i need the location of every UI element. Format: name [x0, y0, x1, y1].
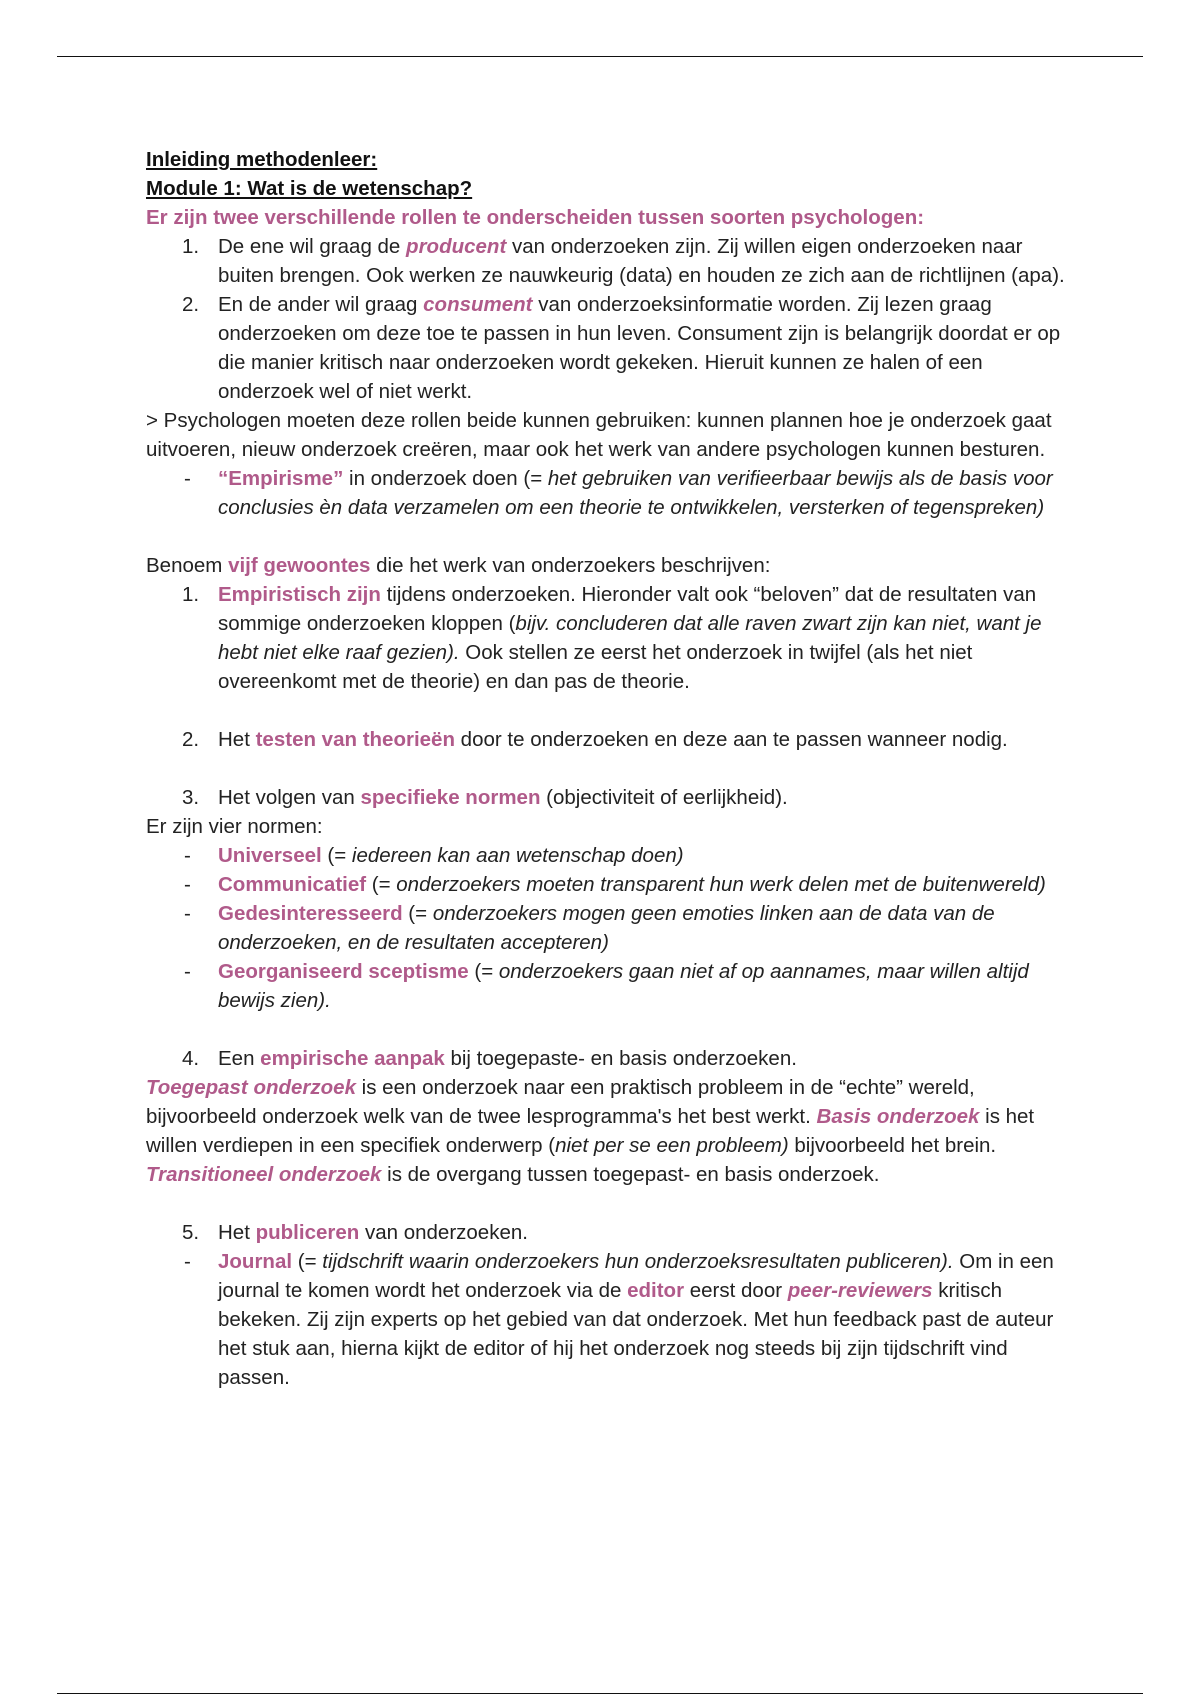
- journal-definition: tijdschrift waarin onderzoekers hun onderzoeksresultaten publiceren).: [322, 1250, 954, 1273]
- norms-intro: Er zijn vier normen:: [146, 815, 323, 838]
- term-journal: Journal: [218, 1250, 293, 1273]
- term-georganiseerd-sceptisme: Georganiseerd sceptisme: [218, 960, 469, 983]
- bullet-dash: -: [184, 467, 191, 490]
- term-communicatief: Communicatief: [218, 873, 367, 896]
- term-gedesinteresseerd: Gedesinteresseerd: [218, 902, 403, 925]
- list-number: 1.: [182, 235, 200, 258]
- bullet-dash: -: [184, 1250, 191, 1273]
- norm-definition: onderzoekers gaan niet af op aannames, maar willen altijd bewijs zien).: [218, 960, 1029, 1012]
- habit-1: 1. Empiristisch zijn tijdens onderzoeken. Hieronder valt ook “beloven” dat de resultaten van sommige onderzoeken kloppen (bijv. concluderen dat alle raven zwart zijn kan niet, want je hebt niet elke raaf gezien). Ook stellen ze eerst het onderzoek in twijfel (als het niet overeenkomt met de theorie) en dan pas de theorie.: [146, 580, 1066, 696]
- list-number: 3.: [182, 786, 200, 809]
- term-producent: producent: [406, 235, 507, 258]
- term-vijf-gewoontes: vijf gewoontes: [228, 554, 371, 577]
- term-empirisme: “Empirisme”: [218, 467, 344, 490]
- empirisme-bullet: - “Empirisme” in onderzoek doen (= het gebruiken van verifieerbaar bewijs als de basis voor conclusies èn data verzamelen om een theorie te ontwikkelen, versterken of tegenspreken): [146, 464, 1066, 522]
- term-peer-reviewers: peer-reviewers: [787, 1279, 933, 1302]
- norm-definition: onderzoekers moeten transparent hun werk delen met de buitenwereld): [396, 873, 1046, 896]
- habit-4: 4. Een empirische aanpak bij toegepaste- en basis onderzoeken.: [146, 1044, 1066, 1073]
- term-transitioneel-onderzoek: Transitioneel onderzoek: [146, 1163, 382, 1186]
- term-basis-onderzoek: Basis onderzoek: [816, 1105, 980, 1128]
- roles-heading: Er zijn twee verschillende rollen te onderscheiden tussen soorten psychologen:: [146, 206, 925, 229]
- empirisme-definition: het gebruiken van verifieerbaar bewijs als de basis voor conclusies èn data verzamelen om een theorie te ontwikkelen, versterken of tegenspreken): [218, 467, 1053, 519]
- habit-3: 3. Het volgen van specifieke normen (objectiviteit of eerlijkheid).: [146, 783, 1066, 812]
- habit-5: 5. Het publiceren van onderzoeken.: [146, 1218, 1066, 1247]
- list-number: 1.: [182, 583, 200, 606]
- module-title: Module 1: Wat is de wetenschap?: [146, 177, 473, 200]
- journal-bullet: - Journal (= tijdschrift waarin onderzoekers hun onderzoeksresultaten publiceren). Om in een journal te komen wordt het onderzoek via de editor eerst door peer-reviewers kritisch bekeken. Zij zijn experts op het gebied van dat onderzoek. Met hun feedback past de auteur het stuk aan, hierna kijkt de editor of hij het onderzoek nog steeds bij zijn tijdschrift vind passen.: [146, 1247, 1066, 1392]
- roles-item-producent: 1. De ene wil graag de producent van onderzoeken zijn. Zij willen eigen onderzoeken naar buiten brengen. Ook werken ze nauwkeurig (data) en houden ze zich aan de richtlijnen (apa).: [146, 232, 1066, 290]
- research-types-paragraph: Toegepast onderzoek is een onderzoek naar een praktisch probleem in de “echte” wereld, bijvoorbeeld onderzoek welk van de twee lesprogramma's het best werkt. Basis onderzoek is het willen verdiepen in een specifiek onderwerp (niet per se een probleem) bijvoorbeeld het brein. Transitioneel onderzoek is de overgang tussen toegepast- en basis onderzoek.: [146, 1076, 1035, 1186]
- norm-georganiseerd-sceptisme: - Georganiseerd sceptisme (= onderzoekers gaan niet af op aannames, maar willen altijd bewijs zien).: [146, 957, 1066, 1015]
- roles-note: > Psychologen moeten deze rollen beide kunnen gebruiken: kunnen plannen hoe je onderzoek gaat uitvoeren, nieuw onderzoek creëren, maar ook het werk van andere psychologen kunnen besturen.: [146, 409, 1052, 461]
- term-empirische-aanpak: empirische aanpak: [260, 1047, 445, 1070]
- habit-2: 2. Het testen van theorieën door te onderzoeken en deze aan te passen wanneer nodig.: [146, 725, 1066, 754]
- bullet-dash: -: [184, 902, 191, 925]
- term-universeel: Universeel: [218, 844, 322, 867]
- list-number: 2.: [182, 728, 200, 751]
- norm-universeel: - Universeel (= iedereen kan aan wetenschap doen): [146, 841, 1066, 870]
- habit-1-example: bijv. concluderen dat alle raven zwart zijn kan niet, want je hebt niet elke raaf gezien).: [218, 612, 1042, 664]
- list-number: 2.: [182, 293, 200, 316]
- spacer: [146, 754, 1066, 783]
- term-toegepast-onderzoek: Toegepast onderzoek: [146, 1076, 356, 1099]
- norm-definition: iedereen kan aan wetenschap doen): [351, 844, 684, 867]
- norm-communicatief: - Communicatief (= onderzoekers moeten transparent hun werk delen met de buitenwereld): [146, 870, 1066, 899]
- top-rule: [57, 56, 1143, 57]
- spacer: [146, 522, 1066, 551]
- roles-item-consument: 2. En de ander wil graag consument van onderzoeksinformatie worden. Zij lezen graag onderzoeken om deze toe te passen in hun leven. Consument zijn is belangrijk doordat er op die manier kritisch naar onderzoeken wordt gekeken. Hieruit kunnen ze halen of een onderzoek wel of niet werkt.: [146, 290, 1066, 406]
- spacer: [146, 1189, 1066, 1218]
- term-specifieke-normen: specifieke normen: [360, 786, 541, 809]
- term-empiristisch-zijn: Empiristisch zijn: [218, 583, 381, 606]
- term-editor: editor: [627, 1279, 685, 1302]
- list-number: 5.: [182, 1221, 200, 1244]
- bottom-rule: [57, 1693, 1143, 1694]
- norm-gedesinteresseerd: - Gedesinteresseerd (= onderzoekers mogen geen emoties linken aan de data van de onderzoeken, en de resultaten accepteren): [146, 899, 1066, 957]
- document-title: Inleiding methodenleer:: [146, 148, 378, 171]
- term-testen-van-theorieen: testen van theorieën: [255, 728, 455, 751]
- bullet-dash: -: [184, 960, 191, 983]
- bullet-dash: -: [184, 873, 191, 896]
- document-body: [146, 145, 1066, 1392]
- term-consument: consument: [423, 293, 533, 316]
- norm-definition: onderzoekers mogen geen emoties linken aan de data van de onderzoeken, en de resultaten accepteren): [218, 902, 995, 954]
- bullet-dash: -: [184, 844, 191, 867]
- term-publiceren: publiceren: [255, 1221, 360, 1244]
- spacer: [146, 1015, 1066, 1044]
- spacer: [146, 696, 1066, 725]
- habits-intro: Benoem vijf gewoontes die het werk van onderzoekers beschrijven:: [146, 554, 771, 577]
- list-number: 4.: [182, 1047, 200, 1070]
